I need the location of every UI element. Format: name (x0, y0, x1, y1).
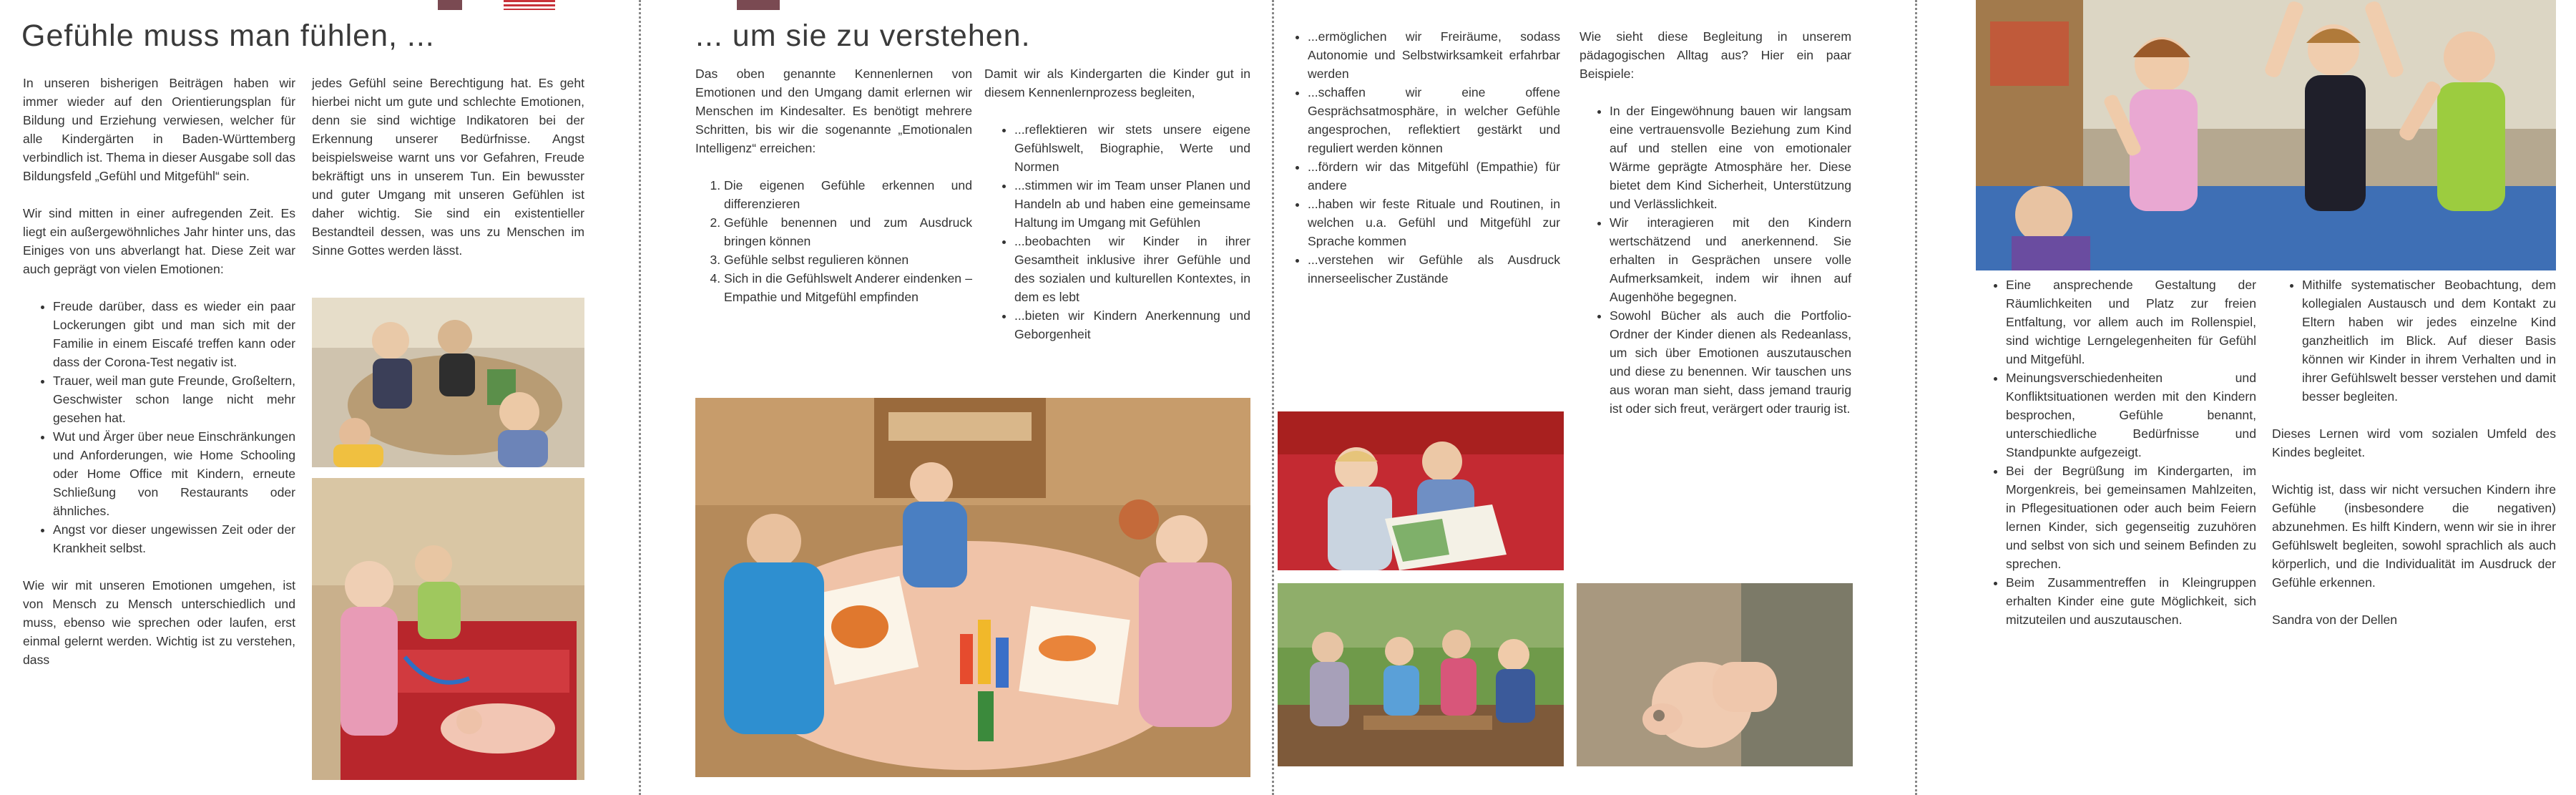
support-list (984, 120, 1250, 343)
list-item: • ...bieten wir Kindern Anerkennung und Geborgenheit (1014, 306, 1250, 343)
examples-list-continued (1976, 275, 2256, 629)
steps-list (695, 176, 972, 306)
page-4 (1921, 0, 2576, 795)
list-item: • ...fördern wir das Mitgefühl (Empathie) für andere (1308, 157, 1560, 195)
page-title: ... um sie zu verstehen. (695, 19, 1031, 53)
painting-table-photo (695, 398, 1250, 777)
page-title: Gefühle muss man fühlen, ... (21, 19, 435, 53)
page3-right-column (1580, 27, 1851, 436)
list-item: • Sowohl Bücher als auch die Portfolio-Ordner der Kinder dienen als Redeanlass, um sich über Emotionen auszutauschen und diese zu benennen. Wir tauschen uns aus woran man sieht, dass jemand traurig ist oder sich freut, verärgert oder traurig ist. (1610, 306, 1851, 418)
author-signature: Sandra von der Dellen (2272, 613, 2398, 627)
list-item: • Meinungsverschiedenheiten und Konfliktsituationen werden mit den Kindern besprochen, Gefühle benannt, unterschiedliche Bedürfnisse und Standpunkte aufgezeigt. (2006, 369, 2256, 462)
list-item: • ...verstehen wir Gefühle als Ausdruck innerseelischer Zustände (1308, 250, 1560, 288)
paragraph: Das oben genannte Kennenlernen von Emotionen und den Umgang damit erlernen wir Menschen im Kindesalter. Es benötigt mehrere Schritten, bis wir die sogenannte „Emotionalen Intelligenz“ erreichen: (695, 67, 972, 155)
list-item: • ...haben wir feste Rituale und Routinen, in welchen u.a. Gefühl und Mitgefühl zur Sprache kommen (1308, 195, 1560, 250)
list-item: • ...ermöglichen wir Freiräume, sodass Autonomie und Selbstwirksamkeit erfahrbar werden (1308, 27, 1560, 83)
list-item: • ...reflektieren wir stets unsere eigene Gefühlswelt, Biographie, Werte und Normen (1014, 120, 1250, 176)
paragraph: Wie sieht diese Begleitung in unserem pädagogischen Alltag aus? Hier ein paar Beispiele: (1580, 29, 1851, 81)
page2-left-column (695, 64, 972, 325)
list-item: • ...beobachten wir Kinder in ihrer Gesamtheit inklusive ihrer Gefühle und des sozialen und kulturellen Kontextes, in dem es lebt (1014, 232, 1250, 306)
page4-left-column (1976, 275, 2256, 648)
paragraph: jedes Gefühl seine Berechtigung hat. Es geht hierbei nicht um gute und schlechte Emotionen, denn sie sind wichtige Indikatoren bei der Erkennung unserer Bedürfnisse. Angst beispielsweise warnt uns vor Gefahren, Freude bekräftigt uns in unserem Tun. Ein bewusster und guter Umgang mit unseren Gefühlen ist daher wichtig. Sie sind ein existentieller Bestandteil dessen, was uns zu Menschen im Sinne Gottes werden lässt. (312, 76, 584, 258)
flag-decoration (438, 0, 462, 10)
list-item: • Trauer, weil man gute Freunde, Großeltern, Geschwister schon lange nicht mehr gesehen hat. (53, 371, 295, 427)
flag-decoration (737, 0, 780, 10)
page-fold-divider (1915, 0, 1917, 795)
reading-book-photo (1278, 411, 1564, 570)
page1-right-column (312, 74, 584, 278)
page-fold-divider (1272, 0, 1274, 795)
examples-list (1580, 102, 1851, 418)
list-item: • ...stimmen wir im Team unser Planen und Handeln ab und haben eine gemeinsame Haltung im Umgang mit Gefühlen (1014, 176, 1250, 232)
paragraph: Wichtig ist, dass wir nicht versuchen Kindern ihre Gefühle (insbesondere die negativen) abzunehmen. Es hilft Kindern, wenn wir sie in ihrer Gefühlswelt begleiten, sowohl sprachlich als auch körperlich, und die Individualität im Ausdruck der Gefühle erkennen. (2272, 482, 2556, 590)
flag-decoration (504, 0, 555, 10)
examples-list-final (2272, 275, 2556, 406)
list-item: 3. Gefühle selbst regulieren können (724, 250, 972, 269)
list-item: • Eine ansprechende Gestaltung der Räumlichkeiten und Platz zur freien Entfaltung, vor allem auch im Rollenspiel, sind wichtige Lerngelegenheiten für Gefühl und Mitgefühl. (2006, 275, 2256, 369)
hand-holding-photo (1577, 583, 1853, 766)
paragraph: Damit wir als Kindergarten die Kinder gut in diesem Kennenlernprozess begleiten, (984, 67, 1250, 99)
list-item: • Wir interagieren mit den Kindern wertschätzend und anerkennend. Sie erhalten in Gesprächen unsere volle Aufmerksamkeit, indem wir ihnen auf Augenhöhe begegnen. (1610, 213, 1851, 306)
doctor-play-photo (312, 478, 584, 780)
list-item: • Bei der Begrüßung im Kindergarten, im Morgenkreis, bei gemeinsamen Mahlzeiten, in Pflegesituationen oder auch beim Feiern lernen Kinder, sich gegenseitig zuzuhören und selbst von sich und seinem Befinden zu sprechen. (2006, 462, 2256, 573)
page3-left-column (1278, 27, 1560, 306)
children-cheering-photo (1976, 0, 2556, 270)
paragraph: Dieses Lernen wird vom sozialen Umfeld des Kindes begleitet. (2272, 426, 2556, 459)
list-item: • ...schaffen wir eine offene Gesprächsatmosphäre, in welcher Gefühle angesprochen, reflektiert gestärkt und reguliert werden können (1308, 83, 1560, 157)
page-fold-divider (639, 0, 641, 795)
page-3 (1278, 0, 1907, 795)
emotion-list (23, 297, 295, 557)
list-item: 4. Sich in die Gefühlswelt Anderer eindenken – Empathie und Mitgefühl empfinden (724, 269, 972, 306)
list-item: 1. Die eigenen Gefühle erkennen und differenzieren (724, 176, 972, 213)
support-list-continued (1278, 27, 1560, 288)
group-outdoors-photo (1278, 583, 1564, 766)
paragraph: Wie wir mit unseren Emotionen umgehen, ist von Mensch zu Mensch unterschiedlich und muss, ebenso wie sprechen oder laufen, erst einmal gelernt werden. Wichtig ist zu verstehen, dass (23, 578, 295, 667)
paragraph: In unseren bisherigen Beiträgen haben wir immer wieder auf den Orientierungsplan für Bildung und Erziehung verwiesen, welcher für alle Kindergärten in Baden-Württemberg verbindlich ist. Thema in dieser Ausgabe soll das Bildungsfeld „Gefühl und Mitgefühl“ sein. (23, 76, 295, 183)
list-item: • Wut und Ärger über neue Einschränkungen und Anforderungen, wie Home Schooling oder Home Office mit Kindern, erneute Schließung von Restaurants oder ähnliches. (53, 427, 295, 520)
paragraph: Wir sind mitten in einer aufregenden Zeit. Es liegt ein außergewöhnliches Jahr hinter uns, das Einiges von uns abverlangt hat. Diese Zeit war auch geprägt von vielen Emotionen: (23, 206, 295, 276)
list-item: • Freude darüber, dass es wieder ein paar Lockerungen gibt und man sich mit der Familie in einem Eiscafé treffen kann oder dass der Corona-Test negativ ist. (53, 297, 295, 371)
page-1 (0, 0, 622, 795)
page1-left-column (23, 74, 295, 688)
page2-right-column (984, 64, 1250, 362)
list-item: • Mithilfe systematischer Beobachtung, dem kollegialen Austausch und dem Kontakt zu Eltern haben wir jedes einzelne Kind ganzheitlich im Blick. Auf dieser Basis können wir Kinder in ihrem Verhalten und in ihrer Gefühlswelt besser verstehen und damit besser begleiten. (2302, 275, 2556, 406)
page4-right-column (2272, 275, 2556, 648)
list-item: • In der Eingewöhnung bauen wir langsam eine vertrauensvolle Beziehung zum Kind auf und stellen eine von emotionaler Wärme geprägte Atmosphäre her. Diese bietet dem Kind Sicherheit, Unterstützung und Verlässlichkeit. (1610, 102, 1851, 213)
list-item: • Beim Zusammentreffen in Kleingruppen erhalten Kinder eine gute Möglichkeit, sich mitzuteilen und auszutauschen. (2006, 573, 2256, 629)
page-2 (647, 0, 1269, 795)
list-item: • Angst vor dieser ungewissen Zeit oder der Krankheit selbst. (53, 520, 295, 557)
list-item: 2. Gefühle benennen und zum Ausdruck bringen können (724, 213, 972, 250)
children-playing-photo (312, 298, 584, 467)
